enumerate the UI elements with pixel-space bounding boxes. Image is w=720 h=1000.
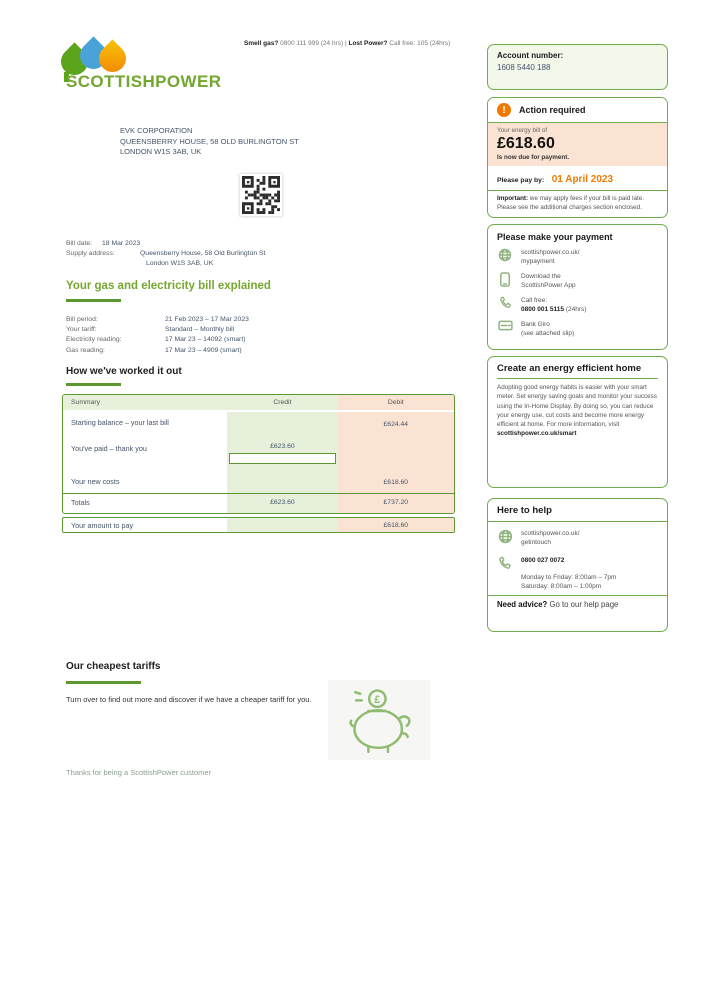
supply-address-line1: Queensberry House, 58 Old Burlington St — [140, 250, 266, 257]
efficient-box-title: Create an energy efficient home — [497, 363, 658, 379]
heading-underline — [66, 681, 141, 684]
row-label: Your amount to pay — [71, 521, 134, 530]
svg-text:£: £ — [374, 693, 381, 706]
debit-value — [338, 439, 454, 469]
credit-value: £623.60 — [270, 443, 295, 450]
help-hours-weekday: Monday to Friday: 8:00am – 7pm — [521, 574, 617, 581]
col-header-debit: Debit — [338, 395, 454, 412]
action-required-box — [487, 97, 668, 218]
lost-power-label: Lost Power? — [348, 40, 388, 47]
piggy-bank-icon — [333, 684, 425, 756]
due-text: Is now due for payment. — [497, 154, 570, 161]
summary-table — [62, 394, 455, 533]
bill-date-value: 18 Mar 2023 — [102, 240, 141, 247]
here-to-help-box — [487, 498, 668, 632]
giro-line1: Bank Giro — [521, 321, 550, 328]
pay-by-label: Please pay by: — [497, 177, 545, 184]
globe-icon — [497, 529, 513, 547]
detail-label: Electricity reading: — [66, 336, 122, 344]
globe-icon — [497, 248, 513, 266]
need-advice-footer — [488, 595, 667, 613]
mobile-app-icon — [497, 272, 513, 290]
giro-line2: (see attached slip) — [521, 330, 575, 337]
debit-value: £618.60 — [338, 469, 454, 493]
help-url-line2[interactable]: getintouch — [521, 539, 551, 546]
payment-phone-number: 0800 001 5115 — [521, 306, 565, 313]
table-row — [63, 412, 454, 439]
credit-value — [227, 412, 337, 439]
heading-underline — [66, 299, 121, 302]
row-label: Your new costs — [71, 477, 120, 486]
recipient-line2: QUEENSBERRY HOUSE, 58 OLD BURLINGTON ST — [120, 136, 299, 146]
account-number-label: Account number: — [497, 51, 564, 60]
help-url-line1[interactable]: scottishpower.co.uk/ — [521, 530, 580, 537]
detail-value: Standard – Monthly bill — [165, 326, 235, 334]
credit-cell-empty — [227, 518, 337, 532]
detail-value: 17 Mar 23 – 14092 (smart) — [165, 336, 246, 344]
row-label: Starting balance – your last bill — [71, 418, 169, 427]
amount-to-pay-value: £618.60 — [338, 518, 454, 532]
debit-total: £737.20 — [338, 494, 454, 513]
thanks-message: Thanks for being a ScottishPower customer — [66, 768, 212, 777]
bill-amount-due: £618.60 — [497, 135, 555, 152]
bill-explained-heading: Your gas and electricity bill explained — [66, 280, 271, 292]
need-advice-label: Need advice? — [497, 600, 548, 609]
detail-value: 17 Mar 23 – 4909 (smart) — [165, 346, 242, 354]
col-header-summary: Summary — [63, 395, 227, 412]
detail-label: Gas reading: — [66, 346, 105, 354]
call-free-label: Call free: — [521, 297, 548, 304]
supply-address-line2: London W1S 3AB, UK — [146, 260, 214, 267]
worked-out-heading: How we've worked it out — [66, 366, 182, 377]
qr-code — [240, 174, 282, 216]
phone-icon — [497, 296, 513, 314]
credit-value — [227, 469, 337, 493]
important-text: we may apply fees if your bill is paid late. Please see the additional charges section enclosed. — [497, 195, 644, 211]
logo-wordmark: SCOTTISHPOWER — [66, 72, 222, 91]
bank-giro-icon — [497, 320, 513, 338]
account-number-value: 1608 5440 188 — [497, 63, 551, 72]
heading-underline — [66, 383, 121, 386]
piggy-bank-illustration — [328, 680, 430, 760]
emergency-contact-strip — [244, 40, 450, 47]
help-hours-saturday: Saturday: 8:00am – 1:00pm — [521, 583, 602, 590]
payment-url-line2[interactable]: mypayment — [521, 258, 555, 265]
col-header-credit: Credit — [227, 395, 337, 412]
smell-gas-number: 0800 111 999 (24 hrs) — [280, 40, 344, 47]
need-advice-link[interactable]: Go to our help page — [547, 600, 619, 609]
cheapest-tariffs-heading: Our cheapest tariffs — [66, 661, 161, 672]
help-phone-number: 0800 027 0072 — [521, 557, 565, 564]
account-number-box — [487, 44, 668, 90]
efficient-box-body: Adopting good energy habits is easier with your smart meter. Set energy saving goals and monitor your success using the In-Home Display. By doing so, you can reduce your energy use, cut costs and become more energy efficient at home. For more information, visit — [497, 384, 657, 429]
amount-to-pay-row — [62, 517, 455, 533]
bill-date-label: Bill date: — [66, 240, 93, 247]
debit-value: £624.44 — [338, 412, 454, 439]
payment-highlight-box — [229, 453, 336, 464]
pay-by-date: 01 April 2023 — [551, 174, 614, 185]
detail-label: Bill period: — [66, 316, 98, 323]
supply-address-label: Supply address: — [66, 250, 115, 257]
smell-gas-label: Smell gas? — [244, 40, 279, 47]
recipient-line1: EVK CORPORATION — [120, 126, 193, 135]
detail-label: Your tariff: — [66, 326, 97, 334]
detail-value: 21 Feb 2023 – 17 Mar 2023 — [165, 316, 249, 323]
lost-power-number: Call free: 105 (24hrs) — [389, 40, 451, 47]
table-row — [63, 439, 454, 469]
row-label: You've paid – thank you — [71, 444, 147, 453]
late-fee-notice — [488, 190, 667, 217]
table-row — [63, 469, 454, 493]
help-box-title: Here to help — [488, 499, 667, 522]
energy-efficient-box — [487, 356, 668, 488]
payment-phone-suffix: (24hrs) — [565, 306, 587, 313]
payment-url-line1[interactable]: scottishpower.co.uk/ — [521, 249, 580, 256]
row-label: Totals — [71, 498, 90, 507]
credit-total: £623.60 — [227, 494, 337, 513]
bill-meta — [66, 239, 265, 269]
recipient-address — [120, 126, 299, 158]
table-header-row — [63, 395, 454, 412]
app-line2: ScottishPower App — [521, 282, 576, 289]
phone-icon — [497, 556, 513, 591]
payment-box-title: Please make your payment — [497, 232, 613, 242]
payment-methods-box — [487, 224, 668, 350]
totals-row — [63, 493, 454, 513]
separator: | — [344, 40, 347, 47]
app-line1: Download the — [521, 273, 561, 280]
exclamation-icon: ! — [497, 103, 511, 117]
important-label: Important: — [497, 195, 529, 202]
cheapest-tariffs-body: Turn over to find out more and discover if we have a cheaper tariff for you. — [66, 695, 312, 704]
smart-url[interactable]: scottishpower.co.uk/smart — [497, 430, 577, 438]
action-required-title: Action required — [519, 105, 586, 115]
recipient-line3: LONDON W1S 3AB, UK — [120, 147, 202, 156]
bill-intro-text: Your energy bill of — [497, 127, 548, 134]
bill-details — [66, 315, 249, 356]
